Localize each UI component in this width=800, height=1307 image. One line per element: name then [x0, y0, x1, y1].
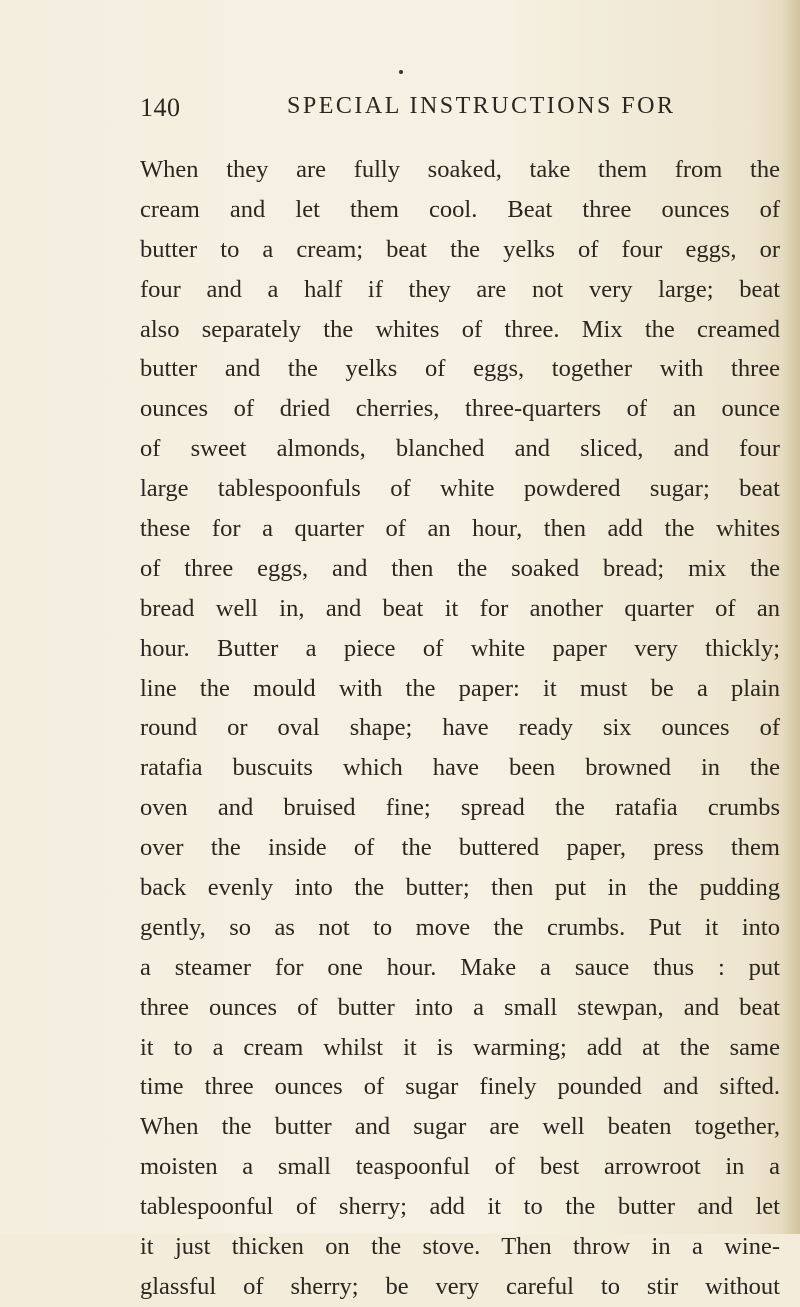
text-line: four and a half if they are not very large; beat [140, 275, 780, 303]
text-line: gently, so as not to move the crumbs. Put it into [140, 913, 780, 941]
text-line: cream and let them cool. Beat three ounces of [140, 195, 780, 223]
page-header [140, 93, 780, 127]
text-line: round or oval shape; have ready six ounces of [140, 714, 780, 742]
text-line: it just thicken on the stove. Then throw in a wine- [140, 1233, 780, 1261]
text-line: large tablespoonfuls of white powdered sugar; beat [140, 475, 780, 503]
text-line: of sweet almonds, blanched and sliced, and four [140, 435, 780, 463]
text-line: butter to a cream; beat the yelks of four eggs, or [140, 235, 780, 263]
text-line: line the mould with the paper: it must be a plain [140, 674, 780, 702]
text-line: time three ounces of sugar finely pounded and sifted. [140, 1073, 780, 1101]
running-head: SPECIAL INSTRUCTIONS FOR [287, 93, 676, 119]
text-line: back evenly into the butter; then put in the pudding [140, 874, 780, 902]
page-edge-shadow [782, 0, 800, 1234]
text-line: over the inside of the buttered paper, press them [140, 834, 780, 862]
text-line: glassful of sherry; be very careful to stir without [140, 1272, 780, 1300]
text-line: of three eggs, and then the soaked bread; mix the [140, 554, 780, 582]
text-line: tablespoonful of sherry; add it to the butter and let [140, 1193, 780, 1221]
text-line: three ounces of butter into a small stewpan, and beat [140, 993, 780, 1021]
text-line: hour. Butter a piece of white paper very thickly; [140, 634, 780, 662]
text-line: ratafia buscuits which have been browned in the [140, 754, 780, 782]
text-line: also separately the whites of three. Mix the creamed [140, 315, 780, 343]
text-line: ounces of dried cherries, three-quarters of an ounce [140, 395, 780, 423]
body-text [140, 150, 780, 1307]
text-line: When the butter and sugar are well beaten together, [140, 1113, 780, 1141]
text-line: oven and bruised fine; spread the ratafia crumbs [140, 794, 780, 822]
text-line: bread well in, and beat it for another quarter of an [140, 594, 780, 622]
page-number: 140 [140, 93, 181, 122]
text-line: it to a cream whilst it is warming; add at the same [140, 1033, 780, 1061]
text-line: butter and the yelks of eggs, together with three [140, 355, 780, 383]
text-line: When they are fully soaked, take them from the [140, 156, 780, 183]
text-line: a steamer for one hour. Make a sauce thus : put [140, 953, 780, 981]
text-line: these for a quarter of an hour, then add the whites [140, 515, 780, 543]
text-line: moisten a small teaspoonful of best arrowroot in a [140, 1153, 780, 1181]
ink-speck [399, 70, 403, 74]
